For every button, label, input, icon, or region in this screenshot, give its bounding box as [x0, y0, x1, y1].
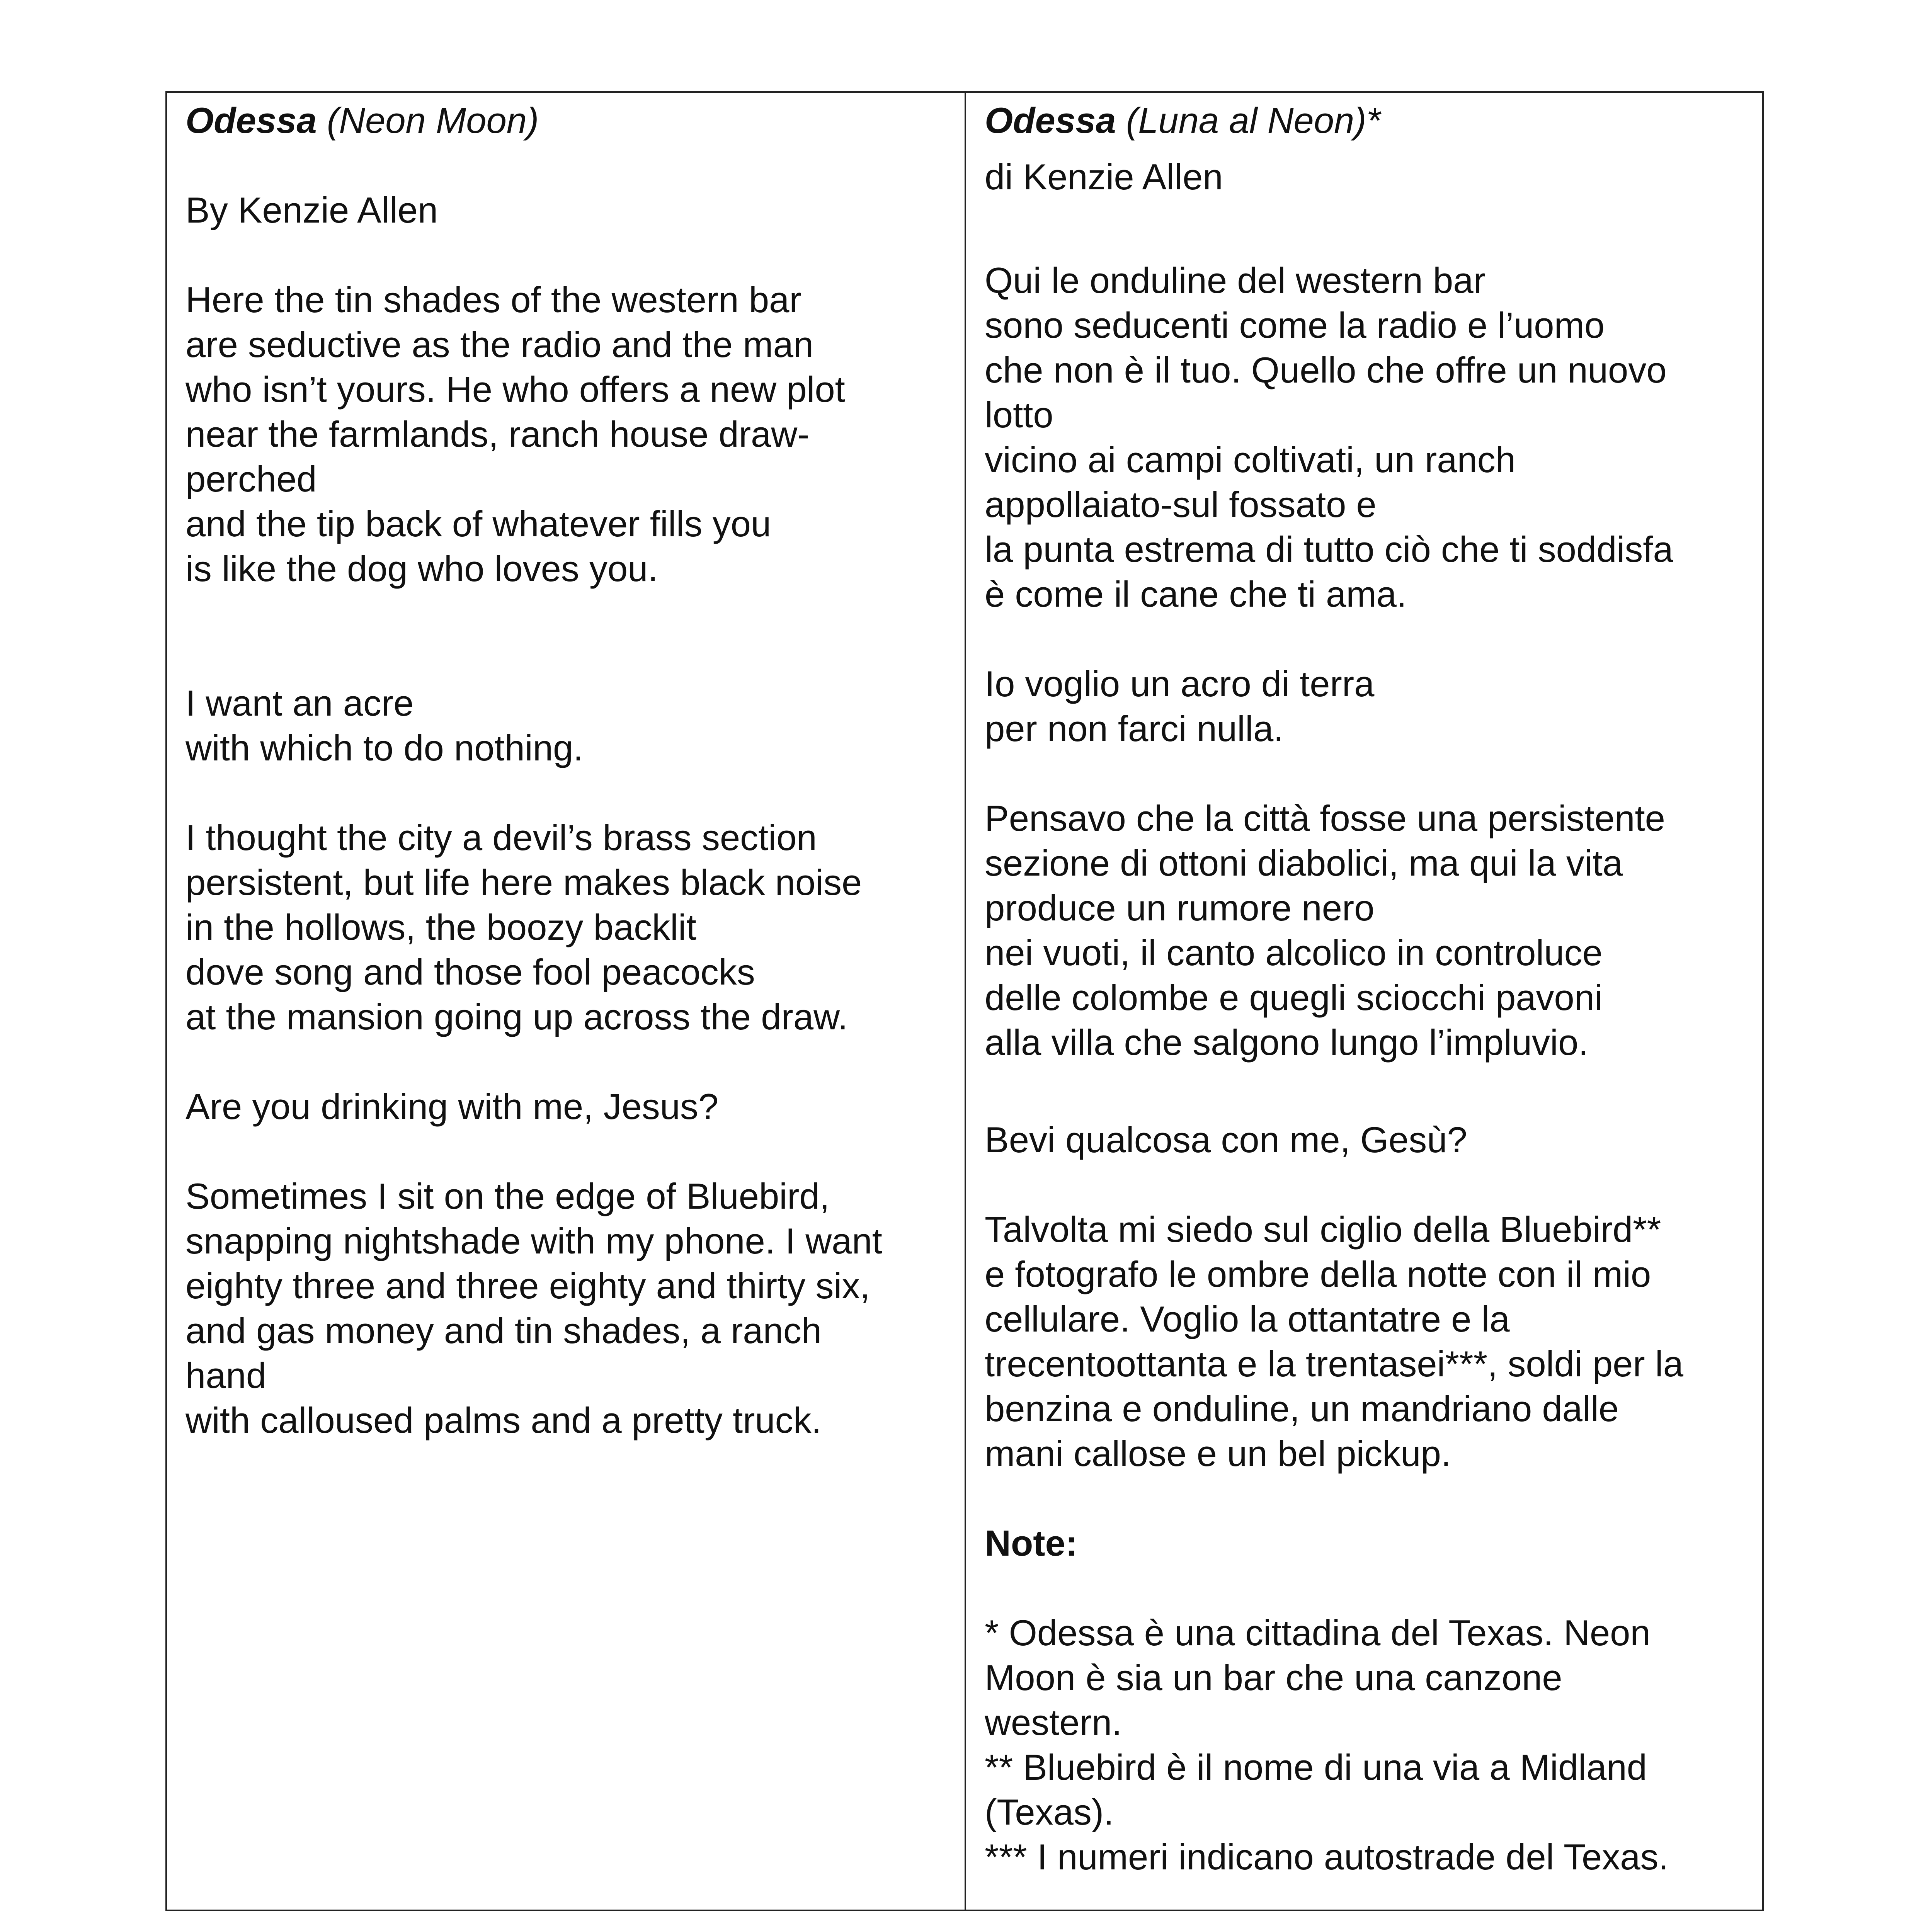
- stanza-3-italian: [985, 796, 1754, 1065]
- verse-line: per non farci nulla.: [985, 708, 1284, 749]
- note-line: western.: [985, 1702, 1122, 1743]
- poem-title-subtitle: (Neon Moon): [327, 100, 539, 141]
- verse-line: I want an acre: [185, 683, 414, 723]
- note-line: * Odessa è una cittadina del Texas. Neon: [985, 1612, 1651, 1653]
- verse-line: with calloused palms and a pretty truck.: [185, 1400, 822, 1440]
- stanza-2-english: [185, 681, 957, 770]
- verse-line: I thought the city a devil’s brass section: [185, 817, 817, 858]
- stanza-4-italian: [985, 1117, 1754, 1162]
- verse-line: in the hollows, the boozy backlit: [185, 907, 696, 947]
- verse-line: Are you drinking with me, Jesus?: [185, 1086, 719, 1127]
- verse-line: snapping nightshade with my phone. I want: [185, 1221, 882, 1261]
- stanza-1-italian: [985, 258, 1754, 617]
- poem-title-bold: Odessa: [985, 100, 1116, 141]
- stanza-1-english: [185, 277, 957, 591]
- note-line: ** Bluebird è il nome di una via a Midland: [985, 1747, 1647, 1787]
- poem-title-english: [185, 98, 957, 143]
- verse-line: near the farmlands, ranch house draw-: [185, 414, 810, 454]
- poem-title-italian: [985, 98, 1754, 143]
- verse-line: Sometimes I sit on the edge of Bluebird,: [185, 1176, 830, 1216]
- stanza-2-italian: [985, 662, 1754, 751]
- stanza-5-italian: [985, 1207, 1754, 1476]
- note-line: *** I numeri indicano autostrade del Texas.: [985, 1837, 1669, 1877]
- verse-line: perched: [185, 459, 317, 499]
- verse-line: with which to do nothing.: [185, 728, 584, 768]
- verse-line: nei vuoti, il canto alcolico in controluce: [985, 932, 1603, 973]
- verse-line: are seductive as the radio and the man: [185, 324, 814, 365]
- verse-line: eighty three and three eighty and thirty six,: [185, 1265, 870, 1306]
- verse-line: Io voglio un acro di terra: [985, 663, 1375, 704]
- verse-line: lotto: [985, 395, 1053, 435]
- poem-english-column: [167, 93, 966, 1910]
- poem-author-italian: di Kenzie Allen: [985, 156, 1223, 197]
- verse-line: benzina e onduline, un mandriano dalle: [985, 1388, 1619, 1429]
- poem-title-bold: Odessa: [185, 100, 317, 141]
- verse-line: alla villa che salgono lungo l’impluvio.: [985, 1022, 1589, 1063]
- verse-line: dove song and those fool peacocks: [185, 952, 755, 992]
- translator-notes: [985, 1611, 1754, 1879]
- verse-line: sono seducenti come la radio e l’uomo: [985, 305, 1605, 345]
- verse-line: trecentoottanta e la trentasei***, soldi per la: [985, 1344, 1683, 1384]
- verse-line: vicino ai campi coltivati, un ranch: [985, 439, 1516, 480]
- verse-line: Pensavo che la città fosse una persistente: [985, 798, 1665, 838]
- poem-table: [165, 91, 1764, 1911]
- verse-line: and the tip back of whatever fills you: [185, 503, 771, 544]
- verse-line: che non è il tuo. Quello che offre un nuovo: [985, 350, 1667, 390]
- verse-line: delle colombe e quegli sciocchi pavoni: [985, 977, 1603, 1018]
- verse-line: sezione di ottoni diabolici, ma qui la vita: [985, 843, 1623, 883]
- verse-line: Qui le onduline del western bar: [985, 260, 1485, 301]
- verse-line: cellulare. Voglio la ottantatre e la: [985, 1299, 1510, 1339]
- stanza-4-english: [185, 1084, 957, 1129]
- stanza-5-english: [185, 1174, 957, 1443]
- poem-title-subtitle: (Luna al Neon)*: [1126, 100, 1381, 141]
- verse-line: hand: [185, 1355, 267, 1396]
- verse-line: and gas money and tin shades, a ranch: [185, 1310, 822, 1351]
- verse-line: appollaiato-sul fossato e: [985, 484, 1377, 525]
- poem-italian-column: [966, 93, 1762, 1910]
- verse-line: Talvolta mi siedo sul ciglio della Bluebird**: [985, 1209, 1661, 1250]
- note-line: (Texas).: [985, 1792, 1114, 1832]
- verse-line: at the mansion going up across the draw.: [185, 997, 848, 1037]
- verse-line: Bevi qualcosa con me, Gesù?: [985, 1119, 1467, 1160]
- notes-heading: Note:: [985, 1523, 1078, 1563]
- verse-line: la punta estrema di tutto ciò che ti soddisfa: [985, 529, 1673, 570]
- verse-line: who isn’t yours. He who offers a new plot: [185, 369, 845, 410]
- stanza-3-english: [185, 815, 957, 1039]
- verse-line: persistent, but life here makes black noise: [185, 862, 862, 903]
- verse-line: mani callose e un bel pickup.: [985, 1433, 1451, 1474]
- verse-line: produce un rumore nero: [985, 888, 1375, 928]
- verse-line: is like the dog who loves you.: [185, 548, 658, 589]
- note-line: Moon è sia un bar che una canzone: [985, 1657, 1562, 1698]
- verse-line: Here the tin shades of the western bar: [185, 279, 801, 320]
- verse-line: e fotografo le ombre della notte con il mio: [985, 1254, 1651, 1294]
- poem-author-english: By Kenzie Allen: [185, 190, 438, 230]
- verse-line: è come il cane che ti ama.: [985, 574, 1407, 614]
